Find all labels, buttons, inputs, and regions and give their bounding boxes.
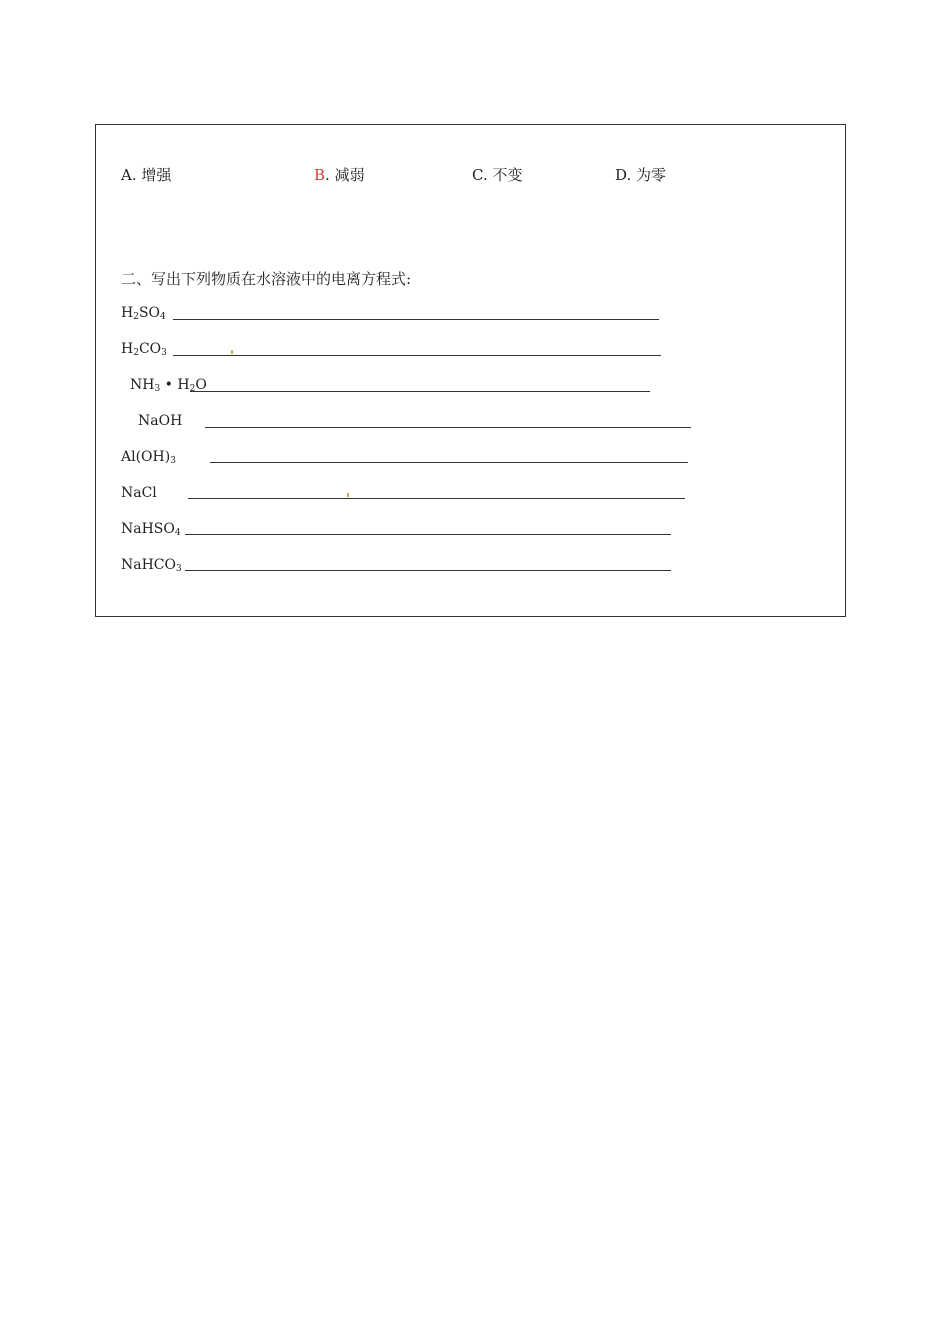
option-d-text: 为零 — [636, 166, 667, 184]
option-c-text: 不变 — [492, 166, 523, 184]
formula-nacl: NaCl — [121, 485, 157, 501]
section-2-heading: 二、写出下列物质在水溶液中的电离方程式: — [121, 270, 412, 288]
option-d-letter: D — [615, 166, 627, 184]
option-a — [121, 164, 171, 185]
option-d — [615, 164, 666, 185]
answer-line-nahco3[interactable] — [185, 570, 671, 571]
stray-mark — [347, 493, 349, 497]
formula-nh3-h2o: $NH_3$ • $H_2O$ — [130, 377, 207, 394]
option-b-text: 减弱 — [334, 166, 365, 184]
answer-line-naoh[interactable] — [205, 427, 691, 428]
formula-h2co3: $H_2CO_3$ — [121, 341, 167, 358]
answer-line-h2so4[interactable] — [173, 319, 659, 320]
option-d-sep: . — [626, 166, 637, 184]
answer-line-nacl[interactable] — [188, 498, 685, 499]
option-a-sep: . — [131, 166, 142, 184]
formula-nahco3: NaHCO$_3$ — [121, 557, 182, 574]
question-frame — [95, 124, 846, 617]
option-c-letter: C — [472, 166, 483, 184]
option-a-letter: A — [121, 166, 132, 184]
formula-aloh3: $Al(OH)_3$ — [121, 449, 176, 466]
option-b — [314, 164, 365, 185]
option-b-letter: B — [314, 166, 326, 184]
stray-mark — [231, 350, 233, 354]
option-c-sep: . — [482, 166, 493, 184]
answer-line-h2co3[interactable] — [173, 355, 661, 356]
formula-h2so4: $H_2SO_4$ — [121, 305, 166, 322]
option-a-text: 增强 — [141, 166, 172, 184]
answer-line-aloh3[interactable] — [210, 462, 688, 463]
option-c — [472, 164, 523, 185]
answer-line-nahso4[interactable] — [185, 534, 671, 535]
formula-nahso4: NaHSO$_4$ — [121, 521, 181, 538]
option-b-sep: . — [325, 166, 335, 184]
answer-line-nh3-h2o[interactable] — [190, 391, 650, 392]
formula-naoh: NaOH — [138, 413, 183, 429]
